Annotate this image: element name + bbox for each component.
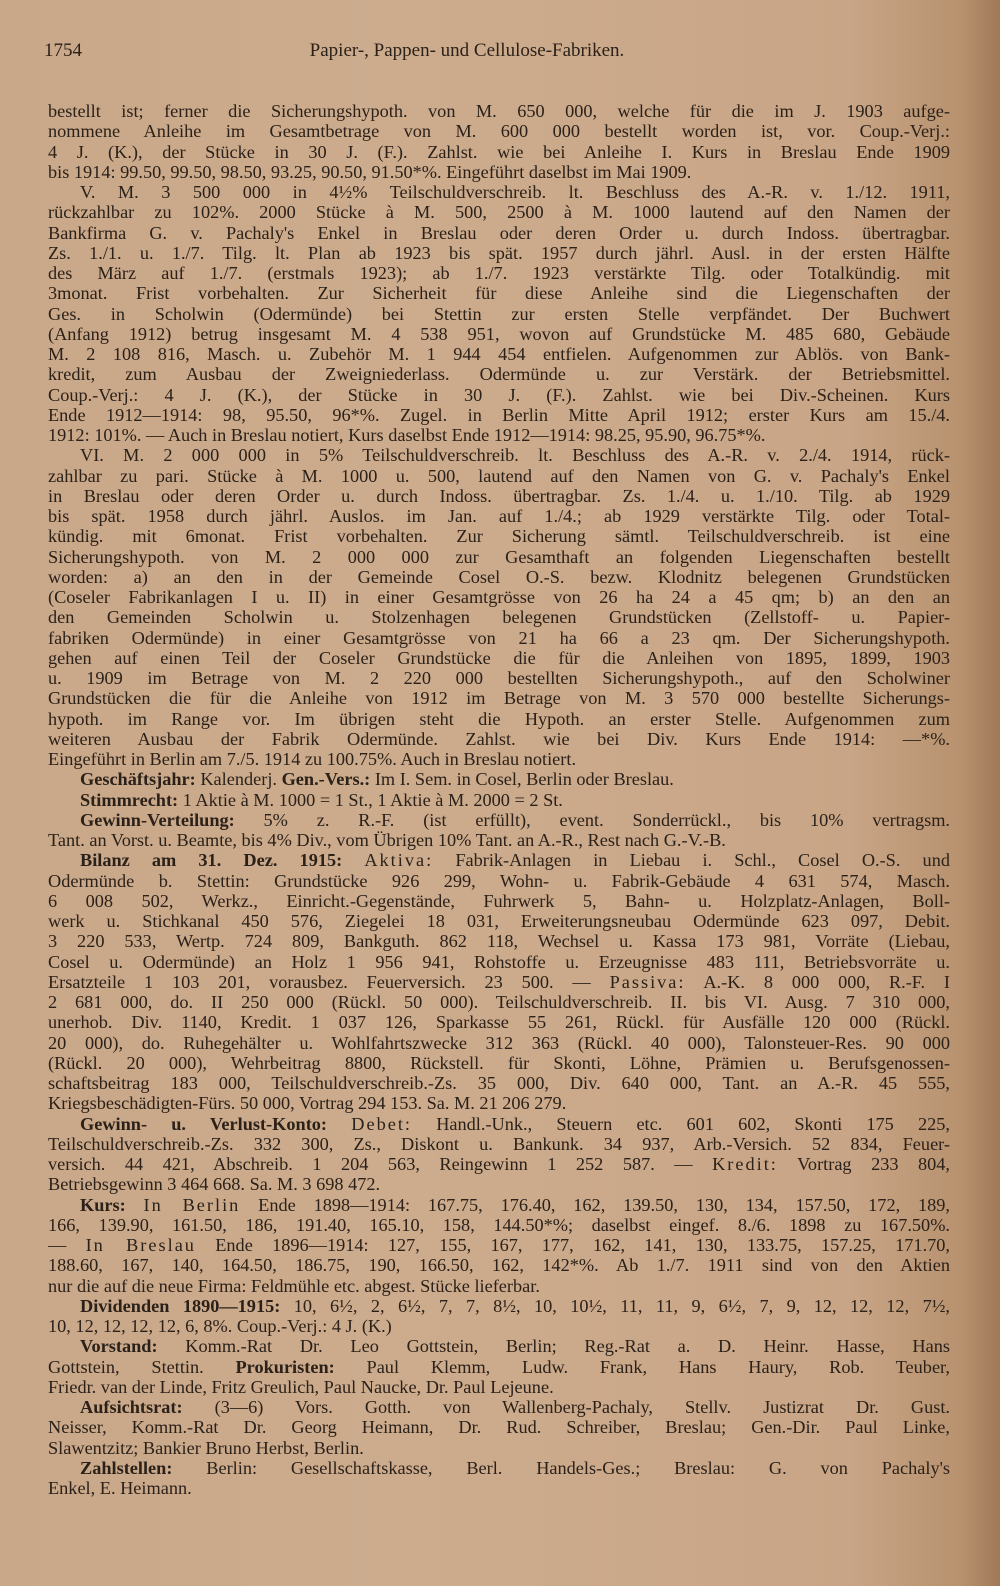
text-line [48, 891, 950, 911]
section-heading: Gewinn- u. Verlust-Konto: [80, 1113, 328, 1134]
text-segment [126, 1195, 144, 1215]
text-segment: Komm.-Rat Dr. Leo Gottstein, Berlin; Reg.-Rat a. D. Heinr. Hasse, Hans [157, 1336, 950, 1357]
text-segment: Zs. 1./1. u. 1./7. Tilg. lt. Plan ab 1923 bis spät. 1957 durch jährl. Ausl. in der ersten Hälfte [48, 242, 950, 263]
text-line [48, 526, 950, 546]
paragraph [48, 1397, 950, 1458]
text-line [48, 972, 950, 992]
text-line [48, 1438, 950, 1458]
text-segment: werk u. Stichkanal 450 576, Ziegelei 18 031, Erweiterungsneubau Odermünde 623 097, Debit. [48, 911, 950, 931]
section-heading: Prokuristen: [235, 1356, 335, 1377]
paragraph [48, 445, 950, 769]
text-line [48, 688, 950, 708]
text-line [48, 769, 950, 789]
section-heading: Zahlstellen: [80, 1457, 173, 1478]
text-segment: 2 681 000, do. II 250 000 (Rückl. 50 000). Teilschuldverschreib. II. bis VI. Ausg. 7 310 000, [48, 992, 950, 1012]
text-segment: nur die auf die neue Firma: Feldmühle etc. abgest. Stücke lieferbar. [48, 1275, 540, 1296]
text-line [48, 1296, 950, 1316]
text-segment: nommene Anleihe im Gesamtbetrage von M. 600 000 bestellt worden ist, vor. Coup.-Verj.: [48, 121, 950, 142]
paragraph [48, 182, 950, 445]
text-segment: bis spät. 1958 durch jährl. Auslos. im Jan. auf 1./4.; ab 1929 verstärkte Tilg. oder Total- [48, 506, 950, 526]
section-heading: Kurs: [80, 1194, 126, 1215]
page-header [44, 40, 950, 66]
text-line [48, 1478, 950, 1498]
text-segment: Grundstücken die für die Anleihe von 1912 im Betrage von M. 3 570 000 bestellte Sicherungs- [48, 688, 950, 709]
text-line [48, 790, 950, 810]
text-line [48, 1316, 950, 1336]
spaced-label: Debet: [351, 1113, 412, 1134]
text-segment: 20 000), do. Ruhegehälter u. Wohlfahrtszwecke 312 363 (Rückl. 40 000), Talonsteuer-Res. 90 000 [48, 1032, 950, 1053]
text-segment: VI. M. 2 000 000 in 5% Teilschuldverschreib. lt. Beschluss des A.-R. v. 2./4. 1914, rück- [80, 445, 950, 466]
text-segment: 1912: 101%. — Auch in Breslau notiert, Kurs daselbst Ende 1912—1914: 98.25, 95.90, 96.75*%. [48, 425, 766, 445]
text-segment: kündig. mit 6monat. Frist vorbehalten. Zur Sicherung sämtl. Teilschuldverschreib. ist eine [48, 526, 950, 547]
text-line [48, 830, 950, 850]
text-line [48, 628, 950, 648]
text-segment: Eingeführt in Berlin am 7./5. 1914 zu 100.75%. Auch in Breslau notiert. [48, 749, 577, 769]
text-segment: schaftsbeitrag 183 000, Teilschuldverschreib.-Zs. 35 000, Div. 640 000, Tant. an A.-R. 45 555, [48, 1073, 950, 1093]
text-segment: Fabrik-Anlagen in Liebau i. Schl., Cosel O.-S. und [433, 850, 950, 871]
text-line [48, 263, 950, 283]
text-line [48, 1417, 950, 1437]
text-segment [342, 850, 364, 870]
text-segment: Neisser, Komm.-Rat Dr. Georg Heimann, Dr. Rud. Schreiber, Breslau; Gen.-Dir. Paul Linke, [48, 1417, 950, 1438]
paragraph [48, 101, 950, 182]
text-line [48, 1255, 950, 1275]
text-line [48, 1397, 950, 1417]
text-segment: (Coseler Fabrikanlagen I u. II) in einer Gesamtgrösse von 26 ha 24 a 45 qm; b) an den an [48, 587, 950, 607]
spaced-label: In Berlin [143, 1194, 241, 1215]
text-line [48, 1336, 950, 1356]
text-segment: Coup.-Verj.: 4 J. (K.), der Stücke in 30 J. (F.). Zahlst. wie bei Div.-Scheinen. Kurs [48, 384, 950, 405]
text-line [48, 1134, 950, 1154]
text-line [48, 992, 950, 1012]
text-line [48, 1053, 950, 1073]
spaced-label: Kredit: [712, 1154, 778, 1174]
text-line [48, 344, 950, 364]
text-line [48, 304, 950, 324]
section-heading: Gen.-Vers.: [281, 769, 371, 790]
text-segment: Berlin: Gesellschaftskasse, Berl. Handels-Ges.; Breslau: G. von Pachaly's [172, 1457, 950, 1478]
paragraph [48, 1336, 950, 1397]
text-line [48, 364, 950, 384]
text-line [48, 729, 950, 749]
section-heading: Vorstand: [80, 1336, 158, 1357]
text-segment: fabriken Odermünde) in einer Gesamtgrösse von 21 ha 66 a 23 qm. Der Sicherungshypoth. [48, 627, 950, 648]
text-line [48, 324, 950, 344]
text-segment: Ende 1912—1914: 98, 95.50, 96*%. Zugel. in Berlin Mitte April 1912; erster Kurs am 15./4. [48, 404, 950, 425]
paragraph [48, 1458, 950, 1499]
text-segment: 6 008 502, Werkz., Einricht.-Gegenstände, Fuhrwerk 5, Bahn- u. Holzplatz-Anlagen, Boll- [48, 890, 950, 911]
page-body-text [48, 101, 950, 1498]
text-segment: 4 J. (K.), der Stücke in 30 J. (F.). Zahlst. wie bei Anleihe I. Kurs in Breslau Ende 1909 [48, 141, 950, 162]
text-line [48, 1093, 950, 1113]
text-line [48, 749, 950, 769]
text-segment: zahlbar zu pari. Stücke à M. 1000 u. 500, lautend auf den Namen von G. v. Pachaly's Enkel [48, 465, 950, 486]
text-line [48, 1235, 950, 1255]
text-segment: Cosel u. Odermünde) an Holz 1 956 941, Rohstoffe u. Erzeugnisse 483 111, Betriebsvorräte u. [48, 951, 950, 972]
text-segment: unerhob. Div. 1140, Kredit. 1 037 126, Sparkasse 55 261, Rückl. für Ausfälle 120 000 (Rückl. [48, 1012, 950, 1033]
text-line [48, 1114, 950, 1134]
text-line [48, 466, 950, 486]
text-line [48, 1154, 950, 1174]
text-line [48, 1174, 950, 1194]
text-line [48, 121, 950, 141]
section-heading: Stimmrecht: [80, 789, 179, 810]
section-heading: Aufsichtsrat: [80, 1397, 183, 1417]
paragraph [48, 769, 950, 789]
text-segment: hypoth. im Range vor. Im übrigen steht die Hypoth. an erster Stelle. Aufgenommen zum [48, 708, 950, 729]
spaced-label: Passiva: [609, 971, 686, 992]
text-segment: (Anfang 1912) betrug insgesamt M. 4 538 951, wovon auf Grundstücke M. 485 680, Gebäude [48, 323, 950, 344]
text-segment: Ges. in Scholwin (Odermünde) bei Stettin zur ersten Stelle verpfändet. Der Buchwert [48, 303, 950, 324]
text-line [48, 871, 950, 891]
text-segment: in Breslau oder deren Order u. durch Indoss. übertragbar. Zs. 1./4. u. 1./10. Tilg. ab 1929 [48, 485, 950, 506]
text-segment: V. M. 3 500 000 in 4½% Teilschuldverschreib. lt. Beschluss des A.-R. v. 1./12. 1911, [80, 182, 950, 202]
text-line [48, 810, 950, 830]
text-line [48, 1195, 950, 1215]
text-segment: bestellt ist; ferner die Sicherungshypoth. von M. 650 000, welche für die im J. 1903 aufge- [48, 101, 950, 121]
text-segment: Paul Klemm, Ludw. Frank, Hans Haury, Rob. Teuber, [334, 1356, 950, 1377]
text-line [48, 911, 950, 931]
text-segment: Ersatzteile 1 103 201, vorausbez. Feuerversich. 23 500. — [48, 971, 610, 992]
paragraph [48, 1114, 950, 1195]
text-segment: gehen auf einen Teil der Coseler Grundstücke die für die Anleihen von 1895, 1899, 1903 [48, 647, 950, 668]
text-line [48, 668, 950, 688]
text-segment: Friedr. van der Linde, Fritz Greulich, Paul Naucke, Dr. Paul Lejeune. [48, 1376, 554, 1397]
text-segment: (Rückl. 20 000), Wehrbeitrag 8800, Rückstell. für Skonti, Löhne, Prämien u. Berufsgenossen- [48, 1052, 950, 1073]
text-line [48, 445, 950, 465]
text-line [48, 931, 950, 951]
text-segment: u. 1909 im Betrage von M. 2 220 000 bestellten Sicherungshypoth., auf den Scholwiner [48, 668, 950, 688]
text-segment: Vortrag 233 804, [777, 1154, 950, 1174]
text-segment: Tant. an Vorst. u. Beamte, bis 4% Div., vom Übrigen 10% Tant. an A.-R., Rest nach G.-V.-B. [48, 830, 726, 850]
text-line [48, 425, 950, 445]
text-line [48, 952, 950, 972]
text-line [48, 385, 950, 405]
text-segment: Ende 1898—1914: 167.75, 176.40, 162, 139.50, 130, 134, 157.50, 172, 189, [240, 1194, 950, 1215]
text-segment: Ende 1896—1914: 127, 155, 167, 177, 162, 141, 130, 133.75, 157.25, 171.70, [195, 1235, 950, 1255]
text-segment: 3monat. Frist vorbehalten. Zur Sicherheit für diese Anleihe sind die Liegenschaften der [48, 283, 950, 304]
text-segment: kredit, zum Ausbau der Zweigniederlass. Odermünde u. zur Verstärk. der Betriebsmittel. [48, 364, 950, 385]
text-segment: A.-K. 8 000 000, R.-F. I [685, 971, 950, 992]
paragraph [48, 790, 950, 810]
paragraph [48, 850, 950, 1113]
text-line [48, 1033, 950, 1053]
text-line [48, 202, 950, 222]
text-segment: 10, 12, 12, 12, 12, 6, 8%. Coup.-Verj.: 4 J. (K.) [48, 1316, 392, 1336]
section-heading: Gewinn-Verteilung: [80, 809, 235, 830]
text-line [48, 1377, 950, 1397]
text-line [48, 1215, 950, 1235]
text-segment: Handl.-Unk., Steuern etc. 601 602, Skonti 175 225, [411, 1113, 950, 1134]
text-segment: Kalenderj. [195, 769, 282, 790]
text-segment: Gottstein, Stettin. [48, 1356, 236, 1377]
text-line [48, 101, 950, 121]
spaced-label: In Breslau [85, 1235, 196, 1255]
text-segment: (3—6) Vors. Gotth. von Wallenberg-Pachaly, Stellv. Justizrat Dr. Gust. [182, 1397, 950, 1417]
text-segment: Slawentzitz; Bankier Bruno Herbst, Berlin. [48, 1437, 364, 1458]
text-line [48, 648, 950, 668]
text-segment: weiteren Ausbau der Fabrik Odermünde. Zahlst. wie bei Div. Kurs Ende 1914: —*%. [48, 728, 950, 749]
text-segment: 1 Aktie à M. 1000 = 1 St., 1 Aktie à M. 2000 = 2 St. [178, 789, 563, 810]
text-line [48, 567, 950, 587]
text-segment: Odermünde b. Stettin: Grundstücke 926 299, Wohn- u. Fabrik-Gebäude 4 631 574, Masch. [48, 870, 950, 891]
paragraph [48, 1296, 950, 1337]
text-segment: bis 1914: 99.50, 99.50, 98.50, 93.25, 90.50, 91.50*%. Eingeführt daselbst im Mai 1909. [48, 161, 692, 182]
text-line [48, 223, 950, 243]
text-segment: 188.60, 167, 140, 164.50, 186.75, 190, 166.50, 162, 142*%. Ab 1./7. 1911 sind von den Aktien [48, 1255, 950, 1276]
text-line [48, 486, 950, 506]
spaced-label: Aktiva: [364, 850, 434, 871]
text-segment: Betriebsgewinn 3 464 668. Sa. M. 3 698 472. [48, 1174, 381, 1195]
text-segment: Kriegsbeschädigten-Fürs. 50 000, Vortrag 294 153. Sa. M. 21 206 279. [48, 1093, 567, 1114]
text-line [48, 709, 950, 729]
section-heading: Dividenden 1890—1915: [80, 1295, 281, 1316]
paragraph [48, 1195, 950, 1296]
text-line [48, 243, 950, 263]
text-segment: rückzahlbar zu 102%. 2000 Stücke à M. 500, 2500 à M. 1000 lautend auf den Namen der [48, 202, 950, 223]
text-segment: den Gemeinden Scholwin u. Stolzenhagen belegenen Grundstücken (Zellstoff- u. Papier- [48, 607, 950, 628]
text-line [48, 142, 950, 162]
text-segment: versich. 44 421, Abschreib. 1 204 563, Reingewinn 1 252 587. — [48, 1154, 713, 1174]
text-line [48, 162, 950, 182]
paragraph [48, 810, 950, 851]
text-line [48, 1276, 950, 1296]
text-line [48, 547, 950, 567]
text-line [48, 587, 950, 607]
text-line [48, 607, 950, 627]
text-segment: worden: a) an den in der Gemeinde Cosel O.-S. bezw. Klodnitz belegenen Grundstücken [48, 566, 950, 587]
text-line [48, 1357, 950, 1377]
text-segment: Sicherungshypoth. von M. 2 000 000 zur Gesamthaft an folgenden Liegenschaften bestellt [48, 546, 950, 567]
text-line [48, 1458, 950, 1478]
text-segment: Bankfirma G. v. Pachaly's Enkel in Breslau oder deren Order u. durch Indoss. übertragbar. [48, 222, 950, 243]
text-segment [327, 1114, 351, 1134]
text-line [48, 850, 950, 870]
text-line [48, 182, 950, 202]
text-segment: 5% z. R.-F. (ist erfüllt), event. Sonderrückl., bis 10% vertragsm. [234, 809, 950, 830]
text-segment: Teilschuldverschreib.-Zs. 332 300, Zs., Diskont u. Bankunk. 34 937, Arb.-Versich. 52 834, Feuer- [48, 1133, 950, 1154]
text-segment: 166, 139.90, 161.50, 186, 191.40, 165.10, 158, 144.50*%; daselbst eingef. 8./6. 1898 zu 167.50%. [48, 1214, 950, 1235]
section-heading: Geschäftsjahr: [80, 769, 196, 790]
text-segment: Enkel, E. Heimann. [48, 1478, 192, 1498]
running-head: Papier-, Pappen- und Cellulose-Fabriken. [309, 40, 625, 61]
text-segment: des März auf 1./7. (erstmals 1923); ab 1./7. 1923 verstärkte Tilg. oder Totalkündig. mit [48, 263, 950, 283]
text-line [48, 1073, 950, 1093]
text-line [48, 506, 950, 526]
text-segment: 3 220 533, Wertp. 724 809, Bankguth. 862 118, Wechsel u. Kassa 173 981, Vorräte (Liebau, [48, 931, 950, 952]
text-segment: Im I. Sem. in Cosel, Berlin oder Breslau. [370, 769, 674, 790]
text-segment: M. 2 108 816, Masch. u. Zubehör M. 1 944 454 entfielen. Aufgenommen zur Ablös. von Bank- [48, 344, 950, 364]
text-line [48, 405, 950, 425]
text-segment: — [48, 1235, 86, 1255]
text-line [48, 1012, 950, 1032]
text-line [48, 283, 950, 303]
page-number: 1754 [44, 40, 82, 61]
text-segment: 10, 6½, 2, 6½, 7, 7, 8½, 10, 10½, 11, 11, 9, 6½, 7, 9, 12, 12, 12, 7½, [280, 1295, 950, 1316]
section-heading: Bilanz am 31. Dez. 1915: [80, 850, 343, 871]
